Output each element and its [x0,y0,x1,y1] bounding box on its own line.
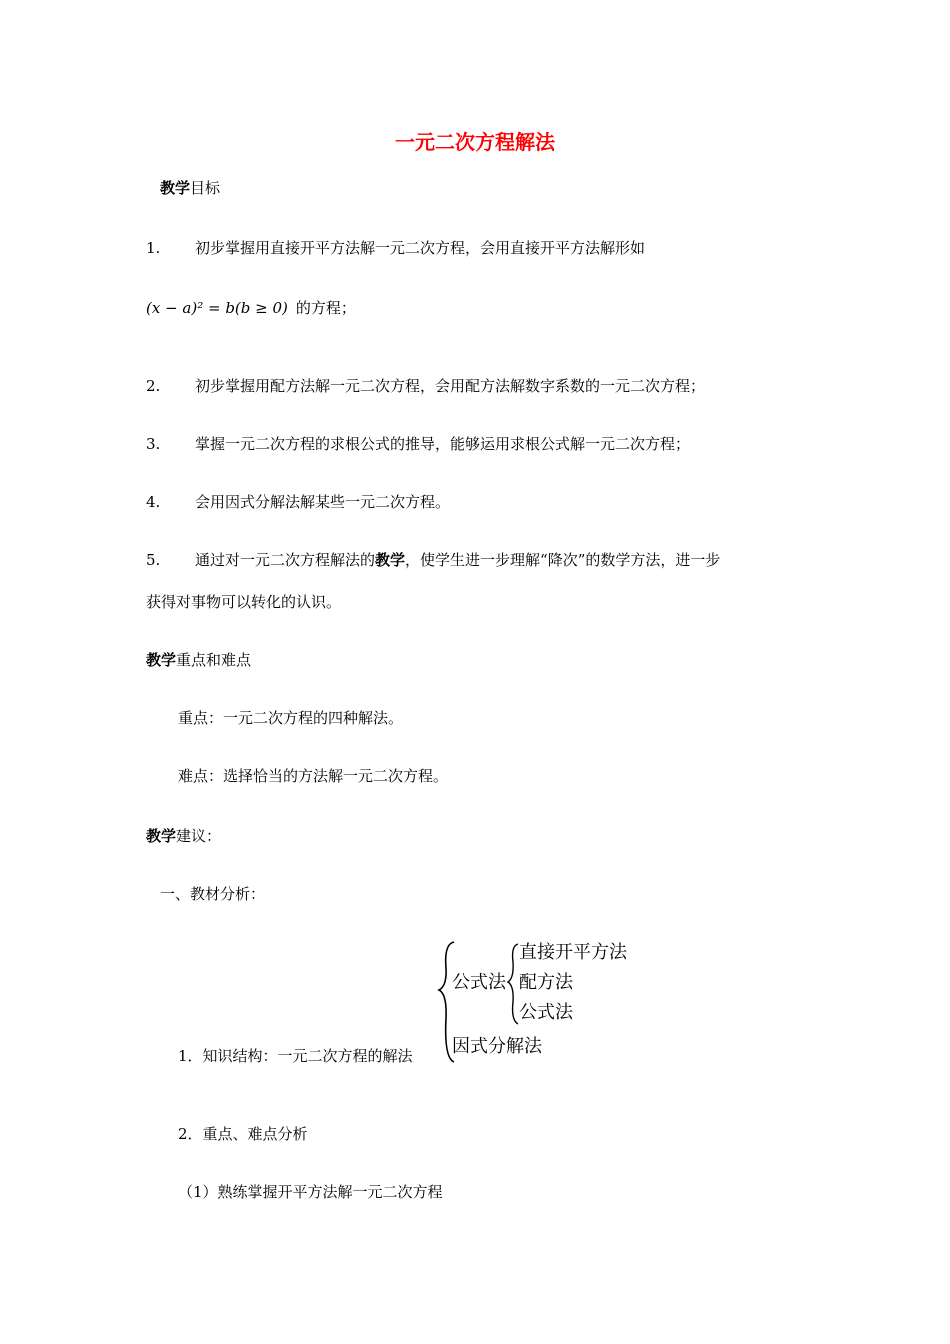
objectives-heading: 教学目标 [160,179,221,197]
formula: (x − a)² = b(b ≥ 0) [146,299,288,317]
difficult-point: 难点：选择恰当的方法解一元二次方程。 [178,767,449,785]
objective-2-text: 初步掌握用配方法解一元二次方程，会用配方法解数字系数的一元二次方程； [195,377,706,395]
tree-branch-formula: 公式法 [452,972,506,993]
objective-4-text: 会用因式分解法解某些一元二次方程。 [195,493,451,511]
key-points-heading: 教学重点和难点 [146,651,252,669]
tree-sub-formula: 公式法 [519,1002,573,1023]
objective-4-number: 4. [146,493,161,511]
knowledge-structure-label: 1．知识结构：一元二次方程的解法 [178,1047,413,1065]
formula-line [146,298,356,318]
objective-5-number: 5. [146,551,161,569]
inner-brace [508,944,518,1024]
section-1-heading: 一、教材分析： [160,885,266,903]
objective-5-text-cont: 获得对事物可以转化的认识。 [146,593,342,611]
item-2-heading: 2．重点、难点分析 [178,1125,308,1143]
page-title: 一元二次方程解法 [395,130,555,154]
objective-5-text: 通过对一元二次方程解法的教学，使学生进一步理解“降次”的数学方法，进一步 [195,551,721,569]
tree-sub-direct: 直接开平方法 [519,942,627,963]
objective-2-number: 2. [146,377,161,395]
objective-3-number: 3. [146,435,161,453]
tree-sub-completing: 配方法 [519,972,573,993]
objective-1-text: 初步掌握用直接开平方法解一元二次方程，会用直接开平方法解形如 [195,239,646,257]
objective-3-text: 掌握一元二次方程的求根公式的推导，能够运用求根公式解一元二次方程； [195,435,691,453]
formula-suffix: 的方程； [295,299,356,317]
key-point: 重点：一元二次方程的四种解法。 [178,709,404,727]
tree-branch-factoring: 因式分解法 [452,1036,542,1057]
suggestions-heading: 教学建议： [146,827,222,845]
item-2-1: （1）熟练掌握开平方法解一元二次方程 [178,1183,443,1201]
objective-1-number: 1. [146,239,161,257]
